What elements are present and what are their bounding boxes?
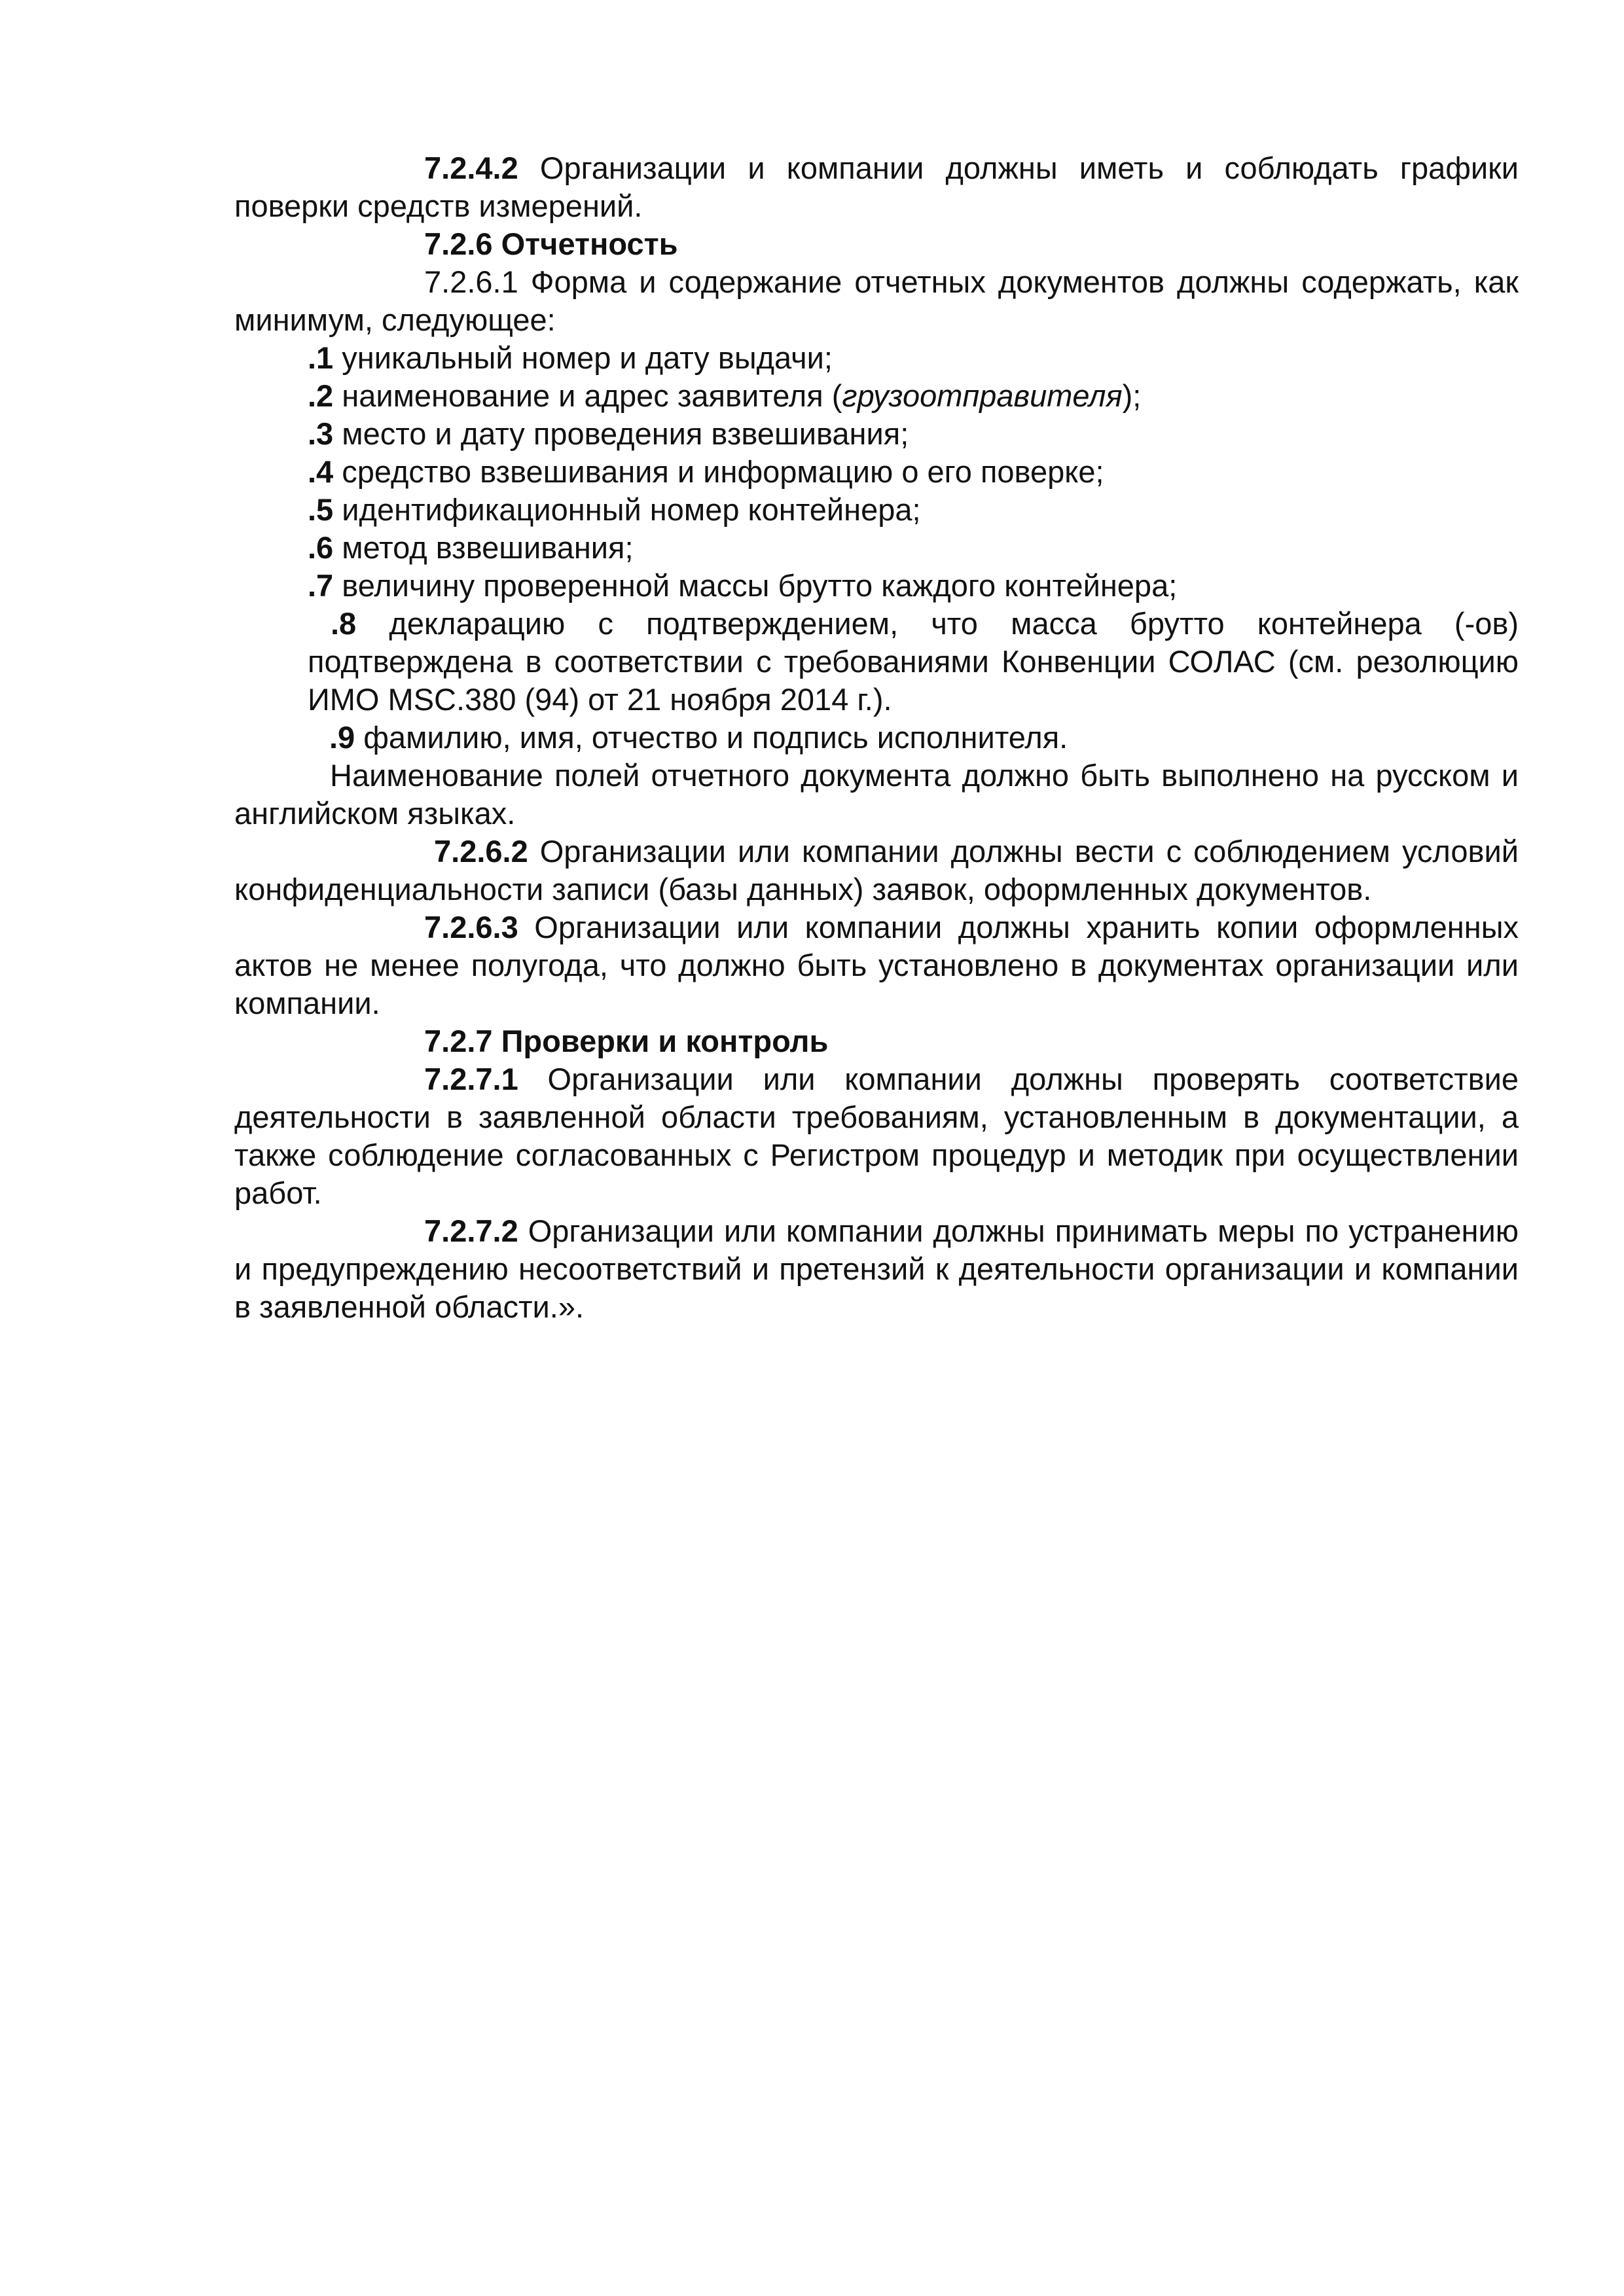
clause-7-2-6-2: [234, 833, 1519, 908]
clause-number: 7.2.7.2: [424, 1213, 518, 1248]
list-item: [234, 605, 1519, 719]
item-number: .4: [308, 454, 334, 489]
item-number: .7: [308, 568, 334, 603]
item-text: место и дату проведения взвешивания;: [333, 416, 909, 451]
list-item: [234, 339, 1519, 377]
list-item: [234, 567, 1519, 605]
item-number: .9: [329, 720, 355, 755]
clause-7-2-7-1: [234, 1060, 1519, 1212]
list-item: [234, 453, 1519, 491]
list-item: [234, 415, 1519, 453]
item-text: );: [1122, 378, 1142, 413]
item-number: .6: [308, 530, 334, 565]
clause-number: 7.2.6.2: [434, 834, 528, 869]
clause-number: 7.2.7.1: [424, 1062, 518, 1096]
clause-7-2-6-1: 7.2.6.1 Форма и содержание отчетных документов должны содержать, как минимум, следующее:: [234, 264, 1519, 337]
clause-text: Организации или компании должны принимать меры по устранению и предупреждению несоответствий и претензий к деятельности организации и компании в заявленной области.».: [234, 1213, 1519, 1324]
item-text: декларацию с подтверждением, что масса брутто контейнера (-ов) подтверждена в соответствии с требованиями Конвенции СОЛАС (см. резолюцию ИМО MSC.380 (94) от 21 ноября 2014 г.).: [308, 606, 1519, 717]
clause-number: 7.2.4.2: [424, 151, 518, 185]
clause-7-2-4-2: [234, 149, 1519, 225]
fields-language-note: Наименование полей отчетного документа должно быть выполнено на русском и английском языках.: [234, 758, 1519, 831]
section-heading-inspections: 7.2.7 Проверки и контроль: [424, 1024, 829, 1058]
item-text: величину проверенной массы брутто каждого контейнера;: [333, 568, 1178, 603]
item-text-italic: грузоотправителя: [842, 378, 1123, 413]
clause-text: Организации или компании должны вести с соблюдением условий конфиденциальности записи (базы данных) заявок, оформленных документов.: [234, 834, 1519, 906]
item-text: уникальный номер и дату выдачи;: [333, 340, 833, 375]
item-number: .2: [308, 378, 334, 413]
item-text: метод взвешивания;: [333, 530, 634, 565]
document-page: [234, 149, 1519, 1326]
clause-7-2-6-3: [234, 908, 1519, 1022]
item-text: наименование и адрес заявителя (: [333, 378, 842, 413]
item-number: .3: [308, 416, 334, 451]
clause-text: Организации или компании должны хранить копии оформленных актов не менее полугода, что должно быть установлено в документах организации или компании.: [234, 910, 1519, 1020]
item-number: .1: [308, 340, 334, 375]
list-item: [234, 529, 1519, 567]
clause-text: Организации или компании должны проверять соответствие деятельности в заявленной области требованиям, установленным в документации, а также соблюдение согласованных с Регистром процедур и методик при осуществлении работ.: [234, 1062, 1519, 1210]
item-text: средство взвешивания и информацию о его поверке;: [333, 454, 1104, 489]
list-item: [234, 377, 1519, 415]
clause-text: Организации и компании должны иметь и соблюдать графики поверки средств измерений.: [234, 151, 1519, 223]
item-number: .8: [331, 606, 357, 641]
item-text: фамилию, имя, отчество и подпись исполнителя.: [355, 720, 1068, 755]
item-text: идентификационный номер контейнера;: [333, 492, 921, 527]
clause-7-2-7-2: [234, 1212, 1519, 1326]
list-item: [234, 719, 1519, 757]
list-item: [234, 491, 1519, 529]
item-number: .5: [308, 492, 334, 527]
section-heading-reporting: 7.2.6 Отчетность: [424, 226, 678, 261]
clause-number: 7.2.6.3: [424, 910, 518, 944]
